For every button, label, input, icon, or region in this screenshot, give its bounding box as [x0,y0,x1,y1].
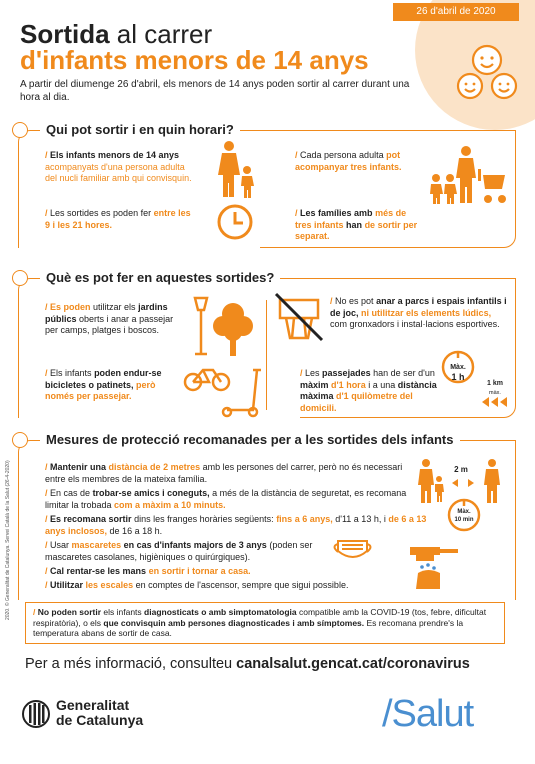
handwash-icon [400,545,470,593]
family-stroller-icon [428,145,513,205]
s3-item0-hl: distància de 2 metres [108,462,201,472]
title-bold: Sortida [20,19,110,49]
s2-item2-b: anar a parcs i espais infantils i de joc, [330,296,507,318]
s3-item1-b: trobar-se amics i coneguts, [92,488,210,498]
s1-item3-post: de sortir per separat. [295,219,418,241]
s3-item2-post: dins les franges horàries següents: [134,514,274,524]
warning-b: No poden sortir [37,607,102,617]
s3-item1-hl: com a màxim a 10 minuts. [114,499,226,510]
warning-post: compatible amb la COVID-19 (tos, febre, dificultat respiratòria), o els [33,607,487,628]
s3-item2-hl: fins a 6 anys, [276,514,333,524]
km-label: 1 km [487,380,503,387]
page-title-line1 [20,20,212,48]
s2-item3-b: passejades [322,368,371,378]
s3-item3-b: en cas d'infants majors de 3 anys [123,540,267,550]
s3-item5-post: en comptes de l'ascensor, sempre que sigui possible. [135,580,349,590]
s3-item-masks: / Usar mascaretes en cas d'infants majors de 3 anys (poden ser mascaretes casolanes, higièniques o quirúrgiques). [45,540,313,562]
s3-item2-post2: d'11 a 13 h, i [335,514,386,524]
s2-item3-b3: distància màxima [300,379,437,401]
section3-dot [12,432,28,448]
s2-item3-mid: han de ser d'un [373,368,435,378]
max-hour-value: 1 h [451,372,465,382]
s2-item-walks: / Les passejades han de ser d'un màxim d'1 hora i a una distància màxima d'1 quilòmetre del domicili. [300,368,437,413]
generalitat-logo-text [56,698,143,728]
s2-item3-mid2: i a una [368,379,396,390]
s1-item-families: / Les famílies amb més de tres infants han de sortir per separat. [295,208,418,241]
s3-item3-post: (poden ser mascaretes casolanes, higièniques o quirúrgiques). [45,540,313,562]
section1-dot [12,122,28,138]
s1-item3-hl: més de tres infants [295,208,407,230]
s2-item-bikes: / Els infants poden endur-se bicicletes o patinets, però només per passejar. [45,368,162,401]
max-hour-label: Màx. [450,364,466,371]
s2-item0-hl: Es poden [50,302,91,312]
more-info-url[interactable]: canalsalut.gencat.cat/coronavirus [236,656,470,672]
s2-item1-b: poden endur-se bicicletes o patinets, [45,368,162,390]
warning-text: / No poden sortir els infants diagnosticats o amb simptomatologia compatible amb la COVID-19 (tos, febre, dificultat respiratòria), o els que convisquin amb persones diagnosticades i amb símptomes. Es recomana prendre's la temperatura abans de sortir de casa. [33,607,487,638]
s3-item-distance: / Mantenir una distància de 2 metres amb les persones del carrer, però no és necessari entre els membres de la mateixa família. [45,462,403,484]
s3-item4-b: Cal rentar-se les mans [50,566,147,576]
s2-item3-hl: d'1 hora [331,379,366,390]
section2-divider [266,300,267,410]
s1-item0-pre: Els infants menors de 14 anys [50,150,180,160]
s1-item-hours: / Les sortides es poden fer entre les 9 i les 21 hores. [45,208,191,230]
s2-item0-pre: utilitzar els [93,302,136,312]
max10-value: 10 min [454,517,474,523]
s3-item-hours: / Es recomana sortir dins les franges horàries següents: fins a 6 anys, d'11 a 13 h, i de 6 a 13 anys inclosos, de 16 a 18 h. [45,514,427,536]
section3-title: Mesures de protecció recomanades per a les sortides dels infants [40,432,460,448]
adult-child-icon [213,140,263,200]
lamp-tree-icon [183,294,263,359]
s1-item3-pre: Les famílies amb [300,208,373,218]
gov-line2: de Catalunya [56,712,144,728]
s3-item5-hl: les escales [85,580,134,590]
km-sub: màx. [489,390,501,396]
section1-title: Qui pot sortir i en quin horari? [40,122,240,138]
s2-item3-hl2: d'1 quilòmetre del domicili. [300,391,413,413]
arrows-icon [482,397,508,407]
gov-line1: Generalitat [56,697,130,713]
section2-dot [12,270,28,286]
s2-item-gardens: / Es poden utilitzar els jardins públics oberts i anar a passejar per camps, platges i boscos. [45,302,174,335]
warning-b2: diagnosticats o amb simptomatologia [144,607,297,617]
s3-item2-hl2: de 6 a 13 anys inclosos, [45,514,427,536]
s3-item5-b: Utilitzar [50,580,84,590]
credit-text: 2020. © Generalitat de Catalunya. Servei Català de la Salut (26-4-2020) [5,460,11,620]
s3-item2-post3: de 16 a 18 h. [109,525,163,536]
s1-item1-hl: entre les 9 i les 21 hores. [45,208,191,230]
s3-item0-b: Mantenir una [50,462,107,472]
bike-scooter-icon [183,362,263,417]
s2-item2-hl: ni utilitzar els elements lúdics, [361,307,492,318]
s2-item2-pre: No es pot [335,296,374,306]
title-rest: al carrer [109,19,213,49]
mask-icon [330,536,375,562]
s3-item0-post: amb les persones del carrer, però no és necessari entre els membres de la mateixa família. [45,462,403,484]
s1-item2-pre: Cada persona adulta [300,150,384,160]
clock-icon [215,202,255,242]
no-playground-icon [272,290,327,345]
s3-item1-post: a més de la distància de seguretat, es recomana limitar la trobada [45,488,407,510]
page-title-line2: d'infants menors de 14 anys [20,45,369,75]
s1-item0-hl: acompanyats d'una persona adulta del nucli familiar amb qui convisquin. [45,161,192,183]
s3-item3-hl: mascaretes [71,540,122,550]
s2-item-parks: / No es pot anar a parcs i espais infantils i de joc, ni utilitzar els elements lúdics, com gronxadors i instal·lacions esportives. [330,296,507,329]
s2-item1-pre: Els infants [50,368,92,378]
more-info [25,656,470,672]
warning-b3: que convisquin amb persones diagnosticades i amb símptomes. [103,617,365,628]
warning-pre: els infants [103,607,142,617]
s3-item1-pre: En cas de [50,488,91,498]
s1-item3-mid: han [346,219,363,230]
date-badge: 26 d'abril de 2020 [393,3,519,21]
warning-post2: Es recomana prendre's la temperatura abans de sortir de casa. [33,617,464,638]
s2-item3-pre: Les [305,368,320,378]
section2-title: Què es pot fer en aquestes sortides? [40,270,280,286]
s2-item1-hl: però només per passejar. [45,379,156,401]
children-faces-icon [452,38,522,108]
distance-label: 2 m [454,465,468,474]
s2-item0-post: oberts i anar a passejar per camps, platges i boscos. [45,313,174,335]
s3-item2-b: Es recomana sortir [50,514,132,524]
s2-item3-b2: màxim [300,379,329,390]
s2-item2-post: com gronxadors i instal·lacions esportives. [330,319,500,329]
s1-item2-hl: pot acompanyar tres infants. [295,150,402,172]
salut-brand: /Salut [382,693,474,735]
s2-item0-b: jardins públics [45,302,168,324]
s3-item-stairs: / Utilitzar les escales en comptes de l'ascensor, sempre que sigui possible. [45,580,349,590]
s3-item-friends: / En cas de trobar-se amics i coneguts, a més de la distància de seguretat, es recomana limitar la trobada com a màxim a 10 minuts. [45,488,407,510]
s3-item4-hl: en sortir i tornar a casa. [148,566,251,576]
intro-text: A partir del diumenge 26 d'abril, els menors de 14 anys poden sortir al carrer durant una hora al dia. [20,79,410,103]
s1-item1-pre: Les sortides es poden fer [50,208,152,218]
s1-item-children: / Els infants menors de 14 anys acompanyats d'una persona adulta del nucli familiar amb qui convisquin. [45,150,192,183]
s1-item-adult: / Cada persona adulta pot acompanyar tres infants. [295,150,402,172]
more-info-text: Per a més informació, consulteu [25,656,233,672]
max10-label: Màx. [457,509,471,515]
generalitat-logo-icon [22,700,50,728]
s3-item-hands: / Cal rentar-se les mans en sortir i tornar a casa. [45,566,251,576]
s3-item3-pre: Usar [50,540,70,550]
